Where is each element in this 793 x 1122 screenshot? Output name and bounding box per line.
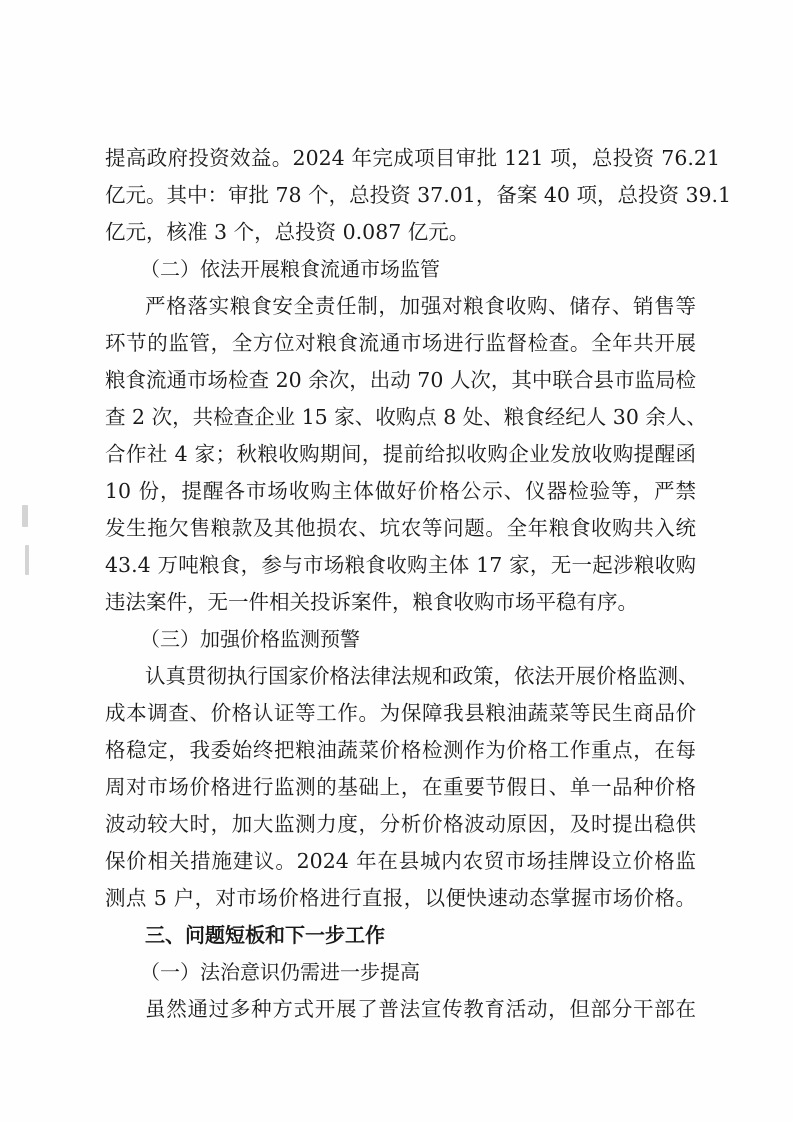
paragraph-line: 43.4 万吨粮食，参与市场粮食收购主体 17 家，无一起涉粮收购 [105,553,696,577]
paragraph-line: 成本调查、价格认证等工作。为保障我县粮油蔬菜等民生商品价 [105,701,696,725]
section-heading: 三、问题短板和下一步工作 [145,923,385,947]
paragraph-line: 周对市场价格进行监测的基础上，在重要节假日、单一品种价格 [105,775,696,799]
paragraph-line: 合作社 4 家；秋粮收购期间，提前给拟收购企业发放收购提醒函 [105,442,696,466]
paragraph-line: 格稳定，我委始终把粮油蔬菜价格检测作为价格工作重点，在每 [105,738,696,762]
paragraph-line: 粮食流通市场检查 20 余次，出动 70 人次，其中联合县市监局检 [105,368,696,392]
paragraph-line: 波动较大时，加大监测力度，分析价格波动原因，及时提出稳供 [105,812,696,836]
paragraph-line: 测点 5 户，对市场价格进行直报，以便快速动态掌握市场价格。 [105,886,696,910]
subsection-heading: （二）依法开展粮食流通市场监管 [140,257,440,281]
scan-artifact [25,545,29,575]
paragraph-line: 亿元，核准 3 个，总投资 0.087 亿元。 [105,220,470,244]
paragraph-line: 保价相关措施建议。2024 年在县城内农贸市场挂牌设立价格监 [105,849,696,873]
paragraph-line: 认真贯彻执行国家价格法律法规和政策，依法开展价格监测、 [145,664,699,688]
paragraph-line: 发生拖欠售粮款及其他损农、坑农等问题。全年粮食收购共入统 [105,516,696,540]
paragraph-line: 严格落实粮食安全责任制，加强对粮食收购、储存、销售等 [145,294,696,318]
paragraph-line: 环节的监管，全方位对粮食流通市场进行监督检查。全年共开展 [105,331,696,355]
paragraph-line: 虽然通过多种方式开展了普法宣传教育活动，但部分干部在 [145,997,696,1021]
paragraph-line: 违法案件，无一件相关投诉案件，粮食收购市场平稳有序。 [105,590,638,614]
paragraph-line: 提高政府投资效益。2024 年完成项目审批 121 项，总投资 76.21 [105,146,720,170]
paragraph-line: 亿元。其中：审批 78 个，总投资 37.01，备案 40 项，总投资 39.1 [105,183,732,207]
paragraph-line: 查 2 次，共检查企业 15 家、收购点 8 处、粮食经纪人 30 余人、 [105,405,707,429]
subsection-heading: （一）法治意识仍需进一步提高 [140,960,420,984]
subsection-heading: （三）加强价格监测预警 [140,627,360,651]
paragraph-line: 10 份，提醒各市场收购主体做好价格公示、仪器检验等，严禁 [105,479,696,503]
scan-artifact [22,505,28,527]
